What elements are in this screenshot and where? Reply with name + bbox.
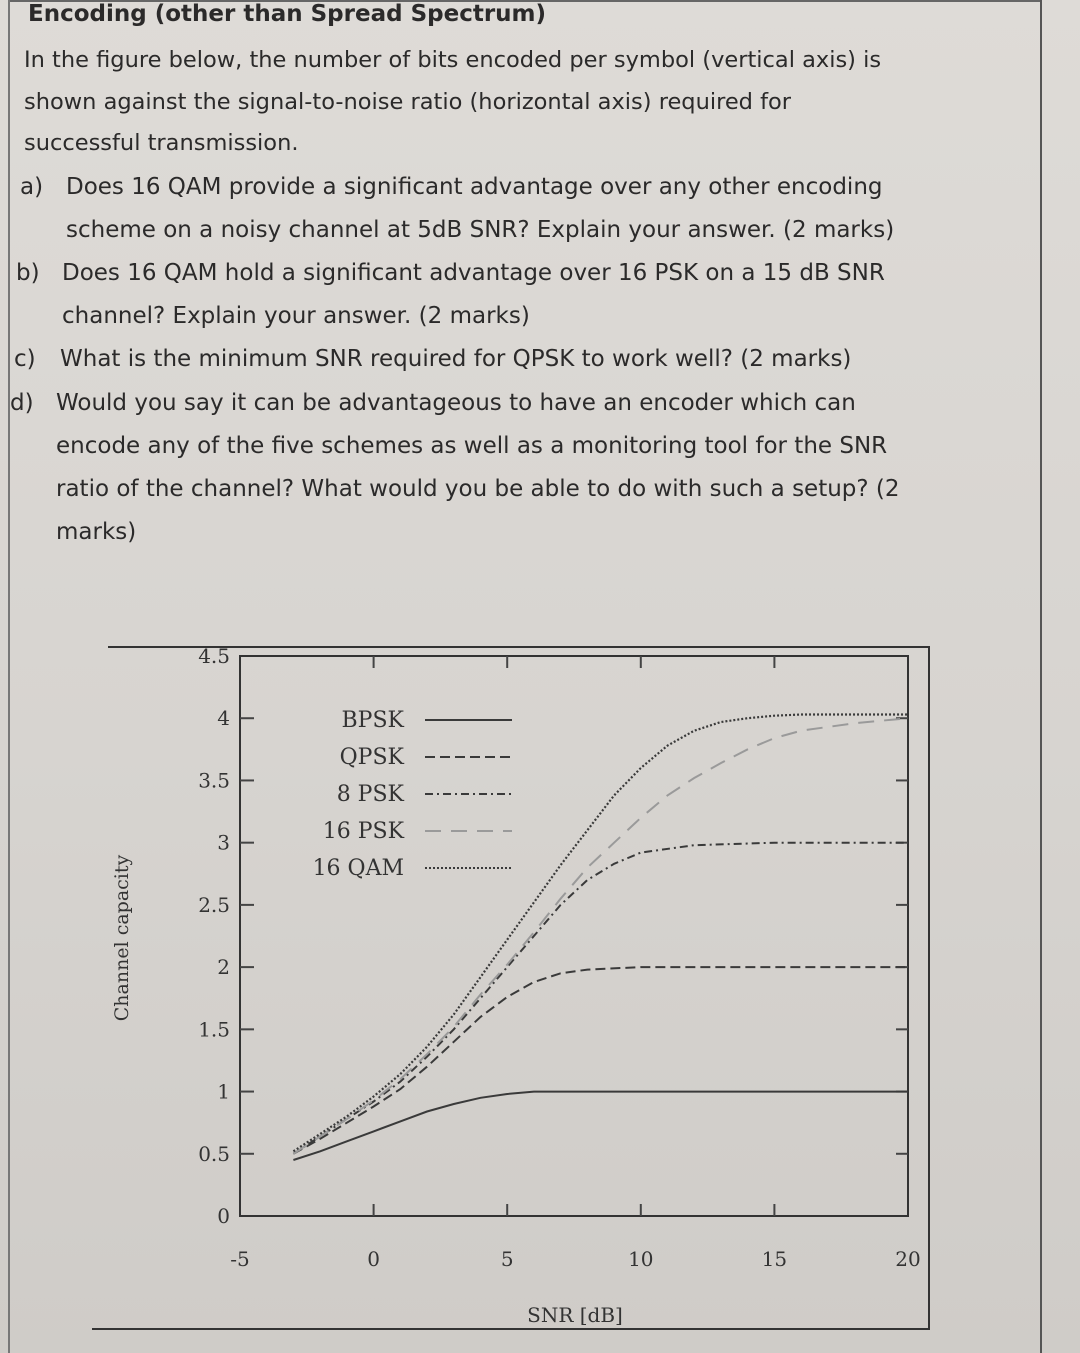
y-tick-label: 1.5	[198, 1017, 230, 1042]
x-tick-label: 5	[500, 1247, 514, 1271]
y-tick-label: 0	[217, 1204, 230, 1228]
part-label: c)	[14, 346, 36, 372]
x-tick-label: 15	[761, 1247, 788, 1271]
chart-ticks	[198, 644, 921, 1271]
intro-line: shown against the signal-to-noise ratio (horizontal axis) required for	[24, 88, 792, 115]
part-line: Does 16 QAM hold a significant advantage over 16 PSK on a 15 dB SNR	[62, 260, 885, 286]
part-line: What is the minimum SNR required for QPSK to work well? (2 marks)	[60, 346, 852, 372]
y-tick-label: 2	[217, 955, 230, 980]
y-tick-label: 3	[217, 830, 230, 855]
part-line: channel? Explain your answer. (2 marks)	[62, 303, 530, 329]
series-line-8-psk	[293, 843, 908, 1154]
part-label: d)	[10, 390, 34, 416]
y-tick-label: 0.5	[198, 1141, 230, 1166]
question-heading: Encoding (other than Spread Spectrum)	[28, 1, 547, 27]
legend-label: QPSK	[339, 745, 404, 770]
x-tick-label: -5	[230, 1247, 250, 1271]
part-line: marks)	[56, 519, 137, 545]
part-line: ratio of the channel? What would you be able to do with such a setup? (2	[56, 476, 900, 502]
legend-label: 16 QAM	[312, 856, 404, 881]
legend-label: 8 PSK	[336, 782, 404, 807]
y-tick-label: 1	[217, 1079, 230, 1104]
y-axis-label: Channel capacity	[111, 854, 133, 1022]
series-line-16-qam	[293, 715, 908, 1152]
x-axis-label: SNR [dB]	[527, 1303, 623, 1327]
part-line: scheme on a noisy channel at 5dB SNR? Explain your answer. (2 marks)	[66, 217, 895, 243]
plot-frame	[240, 656, 908, 1216]
chart-legend	[313, 708, 512, 881]
legend-label: 16 PSK	[322, 819, 404, 844]
y-tick-label: 4.5	[198, 644, 230, 668]
part-line: encode any of the five schemes as well as a monitoring tool for the SNR	[56, 433, 888, 459]
series-line-bpsk	[293, 1092, 908, 1160]
part-label: a)	[20, 174, 44, 200]
x-tick-label: 20	[895, 1247, 921, 1271]
part-line: Does 16 QAM provide a significant advantage over any other encoding	[66, 174, 883, 200]
y-tick-label: 3.5	[198, 768, 230, 793]
series-line-qpsk	[293, 967, 908, 1154]
x-tick-label: 10	[628, 1247, 654, 1271]
legend-label: BPSK	[341, 708, 404, 733]
part-label: b)	[16, 260, 40, 286]
x-tick-label: 0	[367, 1247, 380, 1271]
part-line: Would you say it can be advantageous to have an encoder which can	[56, 390, 856, 416]
chart-axes	[240, 656, 908, 1216]
intro-line: In the figure below, the number of bits encoded per symbol (vertical axis) is	[24, 47, 882, 73]
intro-line: successful transmission.	[24, 130, 299, 156]
y-tick-label: 4	[217, 706, 230, 731]
y-tick-label: 2.5	[198, 892, 230, 917]
